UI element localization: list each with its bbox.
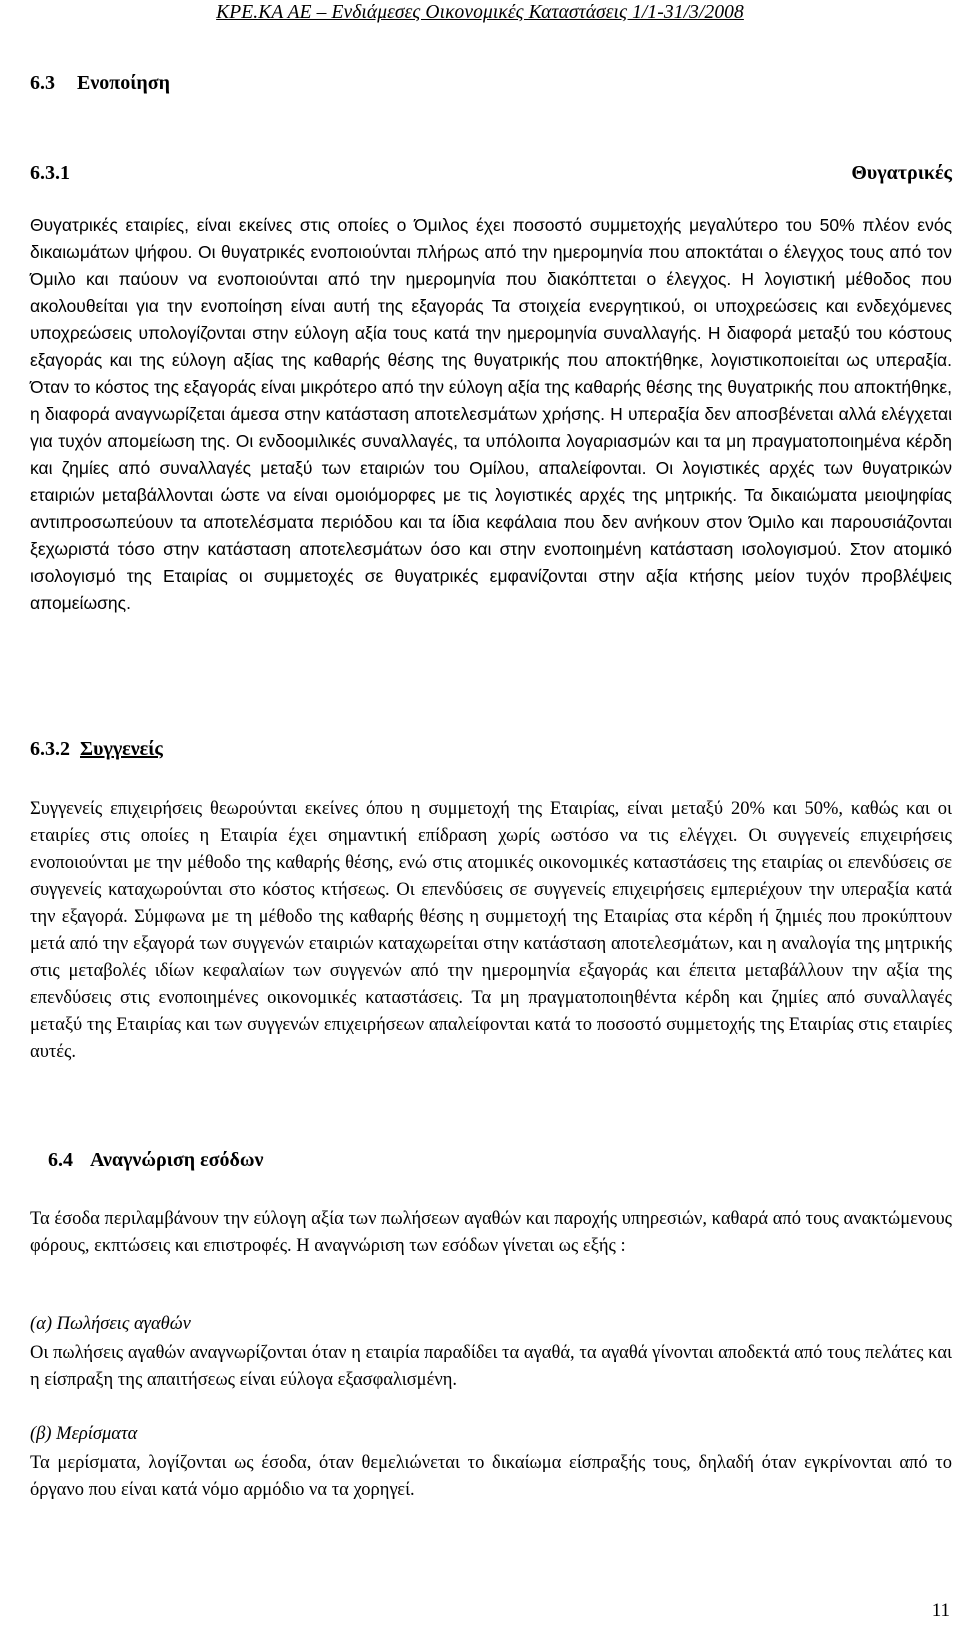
associates-paragraph: Συγγενείς επιχειρήσεις θεωρούνται εκείνες όπου η συμμετοχή της Εταιρίας, είναι μεταξύ 20% και 50%, καθώς και οι εταιρίες στις οποίες η Εταιρία έχει σημαντική επίδραση χωρίς ωστόσο να τις ελέγχει. Οι συγγενείς επιχειρήσεις ενοποιούνται με την μέθοδο της καθαρής θέσης, ενώ στις ατομικές οικονομικές καταστάσεις της εταιρίας οι επενδύσεις σε συγγενείς καταχωρούνται στο κόστος κτήσεως. Οι επενδύσεις σε συγγενείς επιχειρήσεις εμπεριέχουν την υπεραξία κατά την εξαγορά. Σύμφωνα με τη μέθοδο της καθαρής θέσης η συμμετοχή της Εταιρίας στα κέρδη ή ζημιές που προκύπτουν μετά από την εξαγορά των συγγενών εταιριών καταχωρείται στην κατάσταση αποτελεσμάτων, και η αναλογία της μητρικής στις μεταβολές ιδίων κεφαλαίων των συγγενών από την ημερομηνία εξαγοράς και έπειτα μεταβάλλουν την αξία της επενδύσεις στις ενοποιημένες οικονομικές καταστάσεις. Τα μη πραγματοποιηθέντα κέρδη και ζημίες από συναλλαγές μεταξύ της Εταιρίας και των συγγενών επιχειρήσεων απαλείφονται κατά το ποσοστό συμμετοχής της Εταιρίας στις εταιρίες αυτές. <box>30 799 952 1062</box>
section-6-3-2-heading <box>30 738 163 761</box>
page-header: ΚΡΕ.ΚΑ ΑΕ – Ενδιάμεσες Οικονομικές Καταστάσεις 1/1-31/3/2008 <box>216 2 744 23</box>
section-number: 6.3 <box>30 72 55 94</box>
section-title: Συγγενείς <box>80 738 163 760</box>
goods-sales-paragraph: Οι πωλήσεις αγαθών αναγνωρίζονται όταν η εταιρία παραδίδει τα αγαθά, τα αγαθά γίνονται αποδεκτά από τους πελάτες και η είσπραξη της απαιτήσεως είναι εύλογα εξασφαλισμένη. <box>30 1343 952 1390</box>
section-title: Αναγνώριση εσόδων <box>90 1149 264 1171</box>
section-title: Θυγατρικές <box>851 162 952 184</box>
dividends-subheading: (β) Μερίσματα <box>30 1424 138 1444</box>
revenue-intro-paragraph: Τα έσοδα περιλαμβάνουν την εύλογη αξία των πωλήσεων αγαθών και παροχής υπηρεσιών, καθαρά από τους ανακτώμενους φόρους, εκπτώσεις και επιστροφές. Η αναγνώριση των εσόδων γίνεται ως εξής : <box>30 1209 952 1256</box>
section-title: Ενοποίηση <box>77 72 171 94</box>
dividends-paragraph: Τα μερίσματα, λογίζονται ως έσοδα, όταν θεμελιώνεται το δικαίωμα είσπραξής τους, δηλαδή όταν εγκρίνονται από το όργανο που είναι κατά νόμο αρμόδιο να τα χορηγεί. <box>30 1453 952 1500</box>
subsidiaries-paragraph: Θυγατρικές εταιρίες, είναι εκείνες στις οποίες ο Όμιλος έχει ποσοστό συμμετοχής μεγαλύτερο του 50% πλέον ενός δικαιωμάτων ψήφου. Οι θυγατρικές ενοποιούνται πλήρως από την ημερομηνία που αποκτάται ο έλεγχος τους από τον Όμιλο και παύουν να ενοποιούνται από την ημερομηνία που διακόπτεται ο έλεγχος. Η λογιστική μέθοδος που ακολουθείται για την ενοποίηση είναι αυτή της εξαγοράς Τα στοιχεία ενεργητικού, οι υποχρεώσεις και ενδεχόμενες υποχρεώσεις υπολογίζονται στην εύλογη αξία τους κατά την ημερομηνία συναλλαγής. Η διαφορά μεταξύ του κόστους εξαγοράς και της εύλογη αξίας της καθαρής θέσης της θυγατρικής που αποκτήθηκε, λογιστικοποιείται ως υπεραξία. Όταν το κόστος της εξαγοράς είναι μικρότερο από την εύλογη αξία της καθαρής θέσης της θυγατρικής που αποκτήθηκε, η διαφορά αναγνωρίζεται άμεσα στην κατάσταση αποτελεσμάτων χρήσης. Η υπεραξία δεν αποσβένεται αλλά ελέγχεται για τυχόν απομείωση της. Οι ενδοομιλικές συναλλαγές, τα υπόλοιπα λογαριασμών και τα μη πραγματοποιημένα κέρδη και ζημίες από συναλλαγές μεταξύ των εταιριών του Ομίλου, απαλείφονται. Οι λογιστικές αρχές των θυγατρικών εταιριών μεταβάλλονται ώστε να είναι ομοιόμορφες με τις λογιστικές αρχές της μητρικής. Τα δικαιώματα μειοψηφίας αντιπροσωπεύουν τα αποτελέσματα περιόδου και τα ίδια κεφάλαια που δεν ανήκουν στον Όμιλο και παρουσιάζονται ξεχωριστά τόσο στην κατάσταση αποτελεσμάτων όσο και στην ενοποιημένη κατάσταση ισολογισμού. Στον ατομικό ισολογισμό της Εταιρίας οι συμμετοχές σε θυγατρικές εμφανίζονται στην αξία κτήσης μείον τυχόν προβλέψεις απομείωσης. <box>30 215 952 613</box>
section-number: 6.3.1 <box>30 162 70 184</box>
section-number: 6.4 <box>48 1149 73 1171</box>
section-number: 6.3.2 <box>30 738 70 760</box>
goods-sales-subheading: (α) Πωλήσεις αγαθών <box>30 1314 191 1334</box>
page-number: 11 <box>931 1600 950 1621</box>
section-6-3-1-heading <box>30 162 952 185</box>
section-6-4-heading <box>48 1149 263 1172</box>
section-6-3-heading <box>30 72 170 95</box>
